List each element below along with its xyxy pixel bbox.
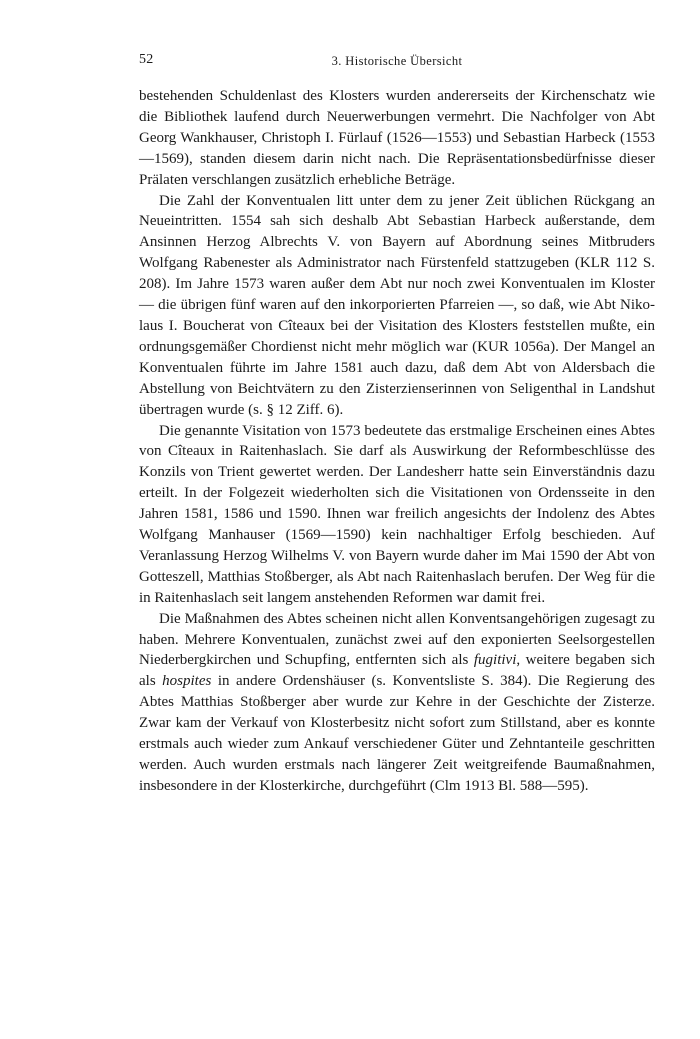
text-segment: , weitere begaben sich als bbox=[139, 652, 655, 690]
paragraph-3 bbox=[139, 421, 655, 609]
paragraph-4 bbox=[139, 609, 655, 797]
body-text bbox=[139, 86, 655, 797]
text-segment: Die genannte Visitation von 1573 bedeutete das erstmalige Erscheinen eines Abtes von Cîteaux in Raitenhaslach. Sie darf als Auswirkung der Reformbeschlüsse des Konzils von Trient gewertet werden. Der Landesherr hatte sein Einverständnis dazu erteilt. In der Folgezeit wiederholten sich die Visitationen von Ordensseite in den Jahren 1581, 1586 und 1590. Ihnen war freilich angesichts der Indolenz des Abtes Wolfgang Manhauser (1569—1590) kein nachhaltiger Erfolg beschieden. Auf Veranlassung Herzog Wilhelms V. von Bayern wurde daher im Mai 1590 der Abt von Gotteszell, Matthias Stoßberger, als Abt nach Raitenhaslach berufen. Der Weg für die in Raitenhaslach seit langem anstehenden Reformen war damit frei. bbox=[139, 422, 655, 606]
running-head bbox=[139, 52, 655, 76]
text-segment: bestehenden Schuldenlast des Klosters wurden andererseits der Kirchenschatz wie die Bibliothek laufend durch Neuerwerbungen vermehrt. Die Nachfolger von Abt Georg Wankhauser, Christoph I. Fürlauf (1526—1553) und Sebastian Harbeck (1553—1569), standen diesem darin nicht nach. Die Repräsentationsbedürfnisse dieser Prälaten verschlangen zusätzlich erhebliche Beträge. bbox=[139, 88, 655, 188]
text-segment: Die Maßnahmen des Abtes scheinen nicht allen Konventsangehörigen zugesagt zu haben. Mehrere Konventualen, zunächst zwei auf den exponierten Seelsorgestellen Niederbergkirchen und Schupfing, entfernten sich als bbox=[139, 610, 655, 669]
italic-term-hospites: hospites bbox=[162, 673, 212, 690]
text-segment: Die Zahl der Konventualen litt unter dem zu jener Zeit üblichen Rückgang an Neueintritten. 1554 sah sich deshalb Abt Sebastian Harbeck außerstande, dem Ansinnen Herzog Albrechts V. von Bayern auf Abordnung seines Mitbruders Wolfgang Rabenester als Administrator nach Fürstenfeld stattzugeben (KLR 112 S. 208). Im Jahre 1573 waren außer dem Abt nur noch zwei Konventualen im Kloster — die übrigen fünf waren auf den inkorporierten Pfarreien —, so daß, wie Abt Nikolaus I. Boucherat von Cîteaux bei der Visitation des Klosters feststellen mußte, ein ordnungsgemäßer Chordienst nicht mehr möglich war (KUR 1056a). Der Mangel an Konventualen führte im Jahre 1581 auch dazu, daß dem Abt von Aldersbach die Abstellung von Beichtvätern zu den Zisterzienserinnen von Seligenthal in Landshut übertragen wurde (s. § 12 Ziff. 6). bbox=[139, 192, 655, 418]
paragraph-2 bbox=[139, 191, 655, 421]
paragraph-1 bbox=[139, 86, 655, 191]
chapter-title: 3. Historische Übersicht bbox=[331, 54, 463, 68]
italic-term-fugitivi: fugitivi bbox=[473, 652, 517, 669]
text-segment: in andere Ordenshäuser (s. Konventsliste S. 384). Die Regierung des Abtes Matthias Stoßberger aber wurde zur Kehre in der Geschichte der Zisterze. Zwar kam der Verkauf von Klosterbesitz nicht sofort zum Stillstand, aber es konnte erstmals auch wieder zum Ankauf verschiedener Güter und Zehntanteile geschritten werden. Auch wurden erstmals nach längerer Zeit weitgreifende Baumaßnahmen, insbesondere in der Klosterkirche, durchgeführt (Clm 1913 Bl. 588—595). bbox=[139, 673, 655, 794]
page-number: 52 bbox=[139, 52, 154, 67]
book-page bbox=[139, 52, 655, 797]
